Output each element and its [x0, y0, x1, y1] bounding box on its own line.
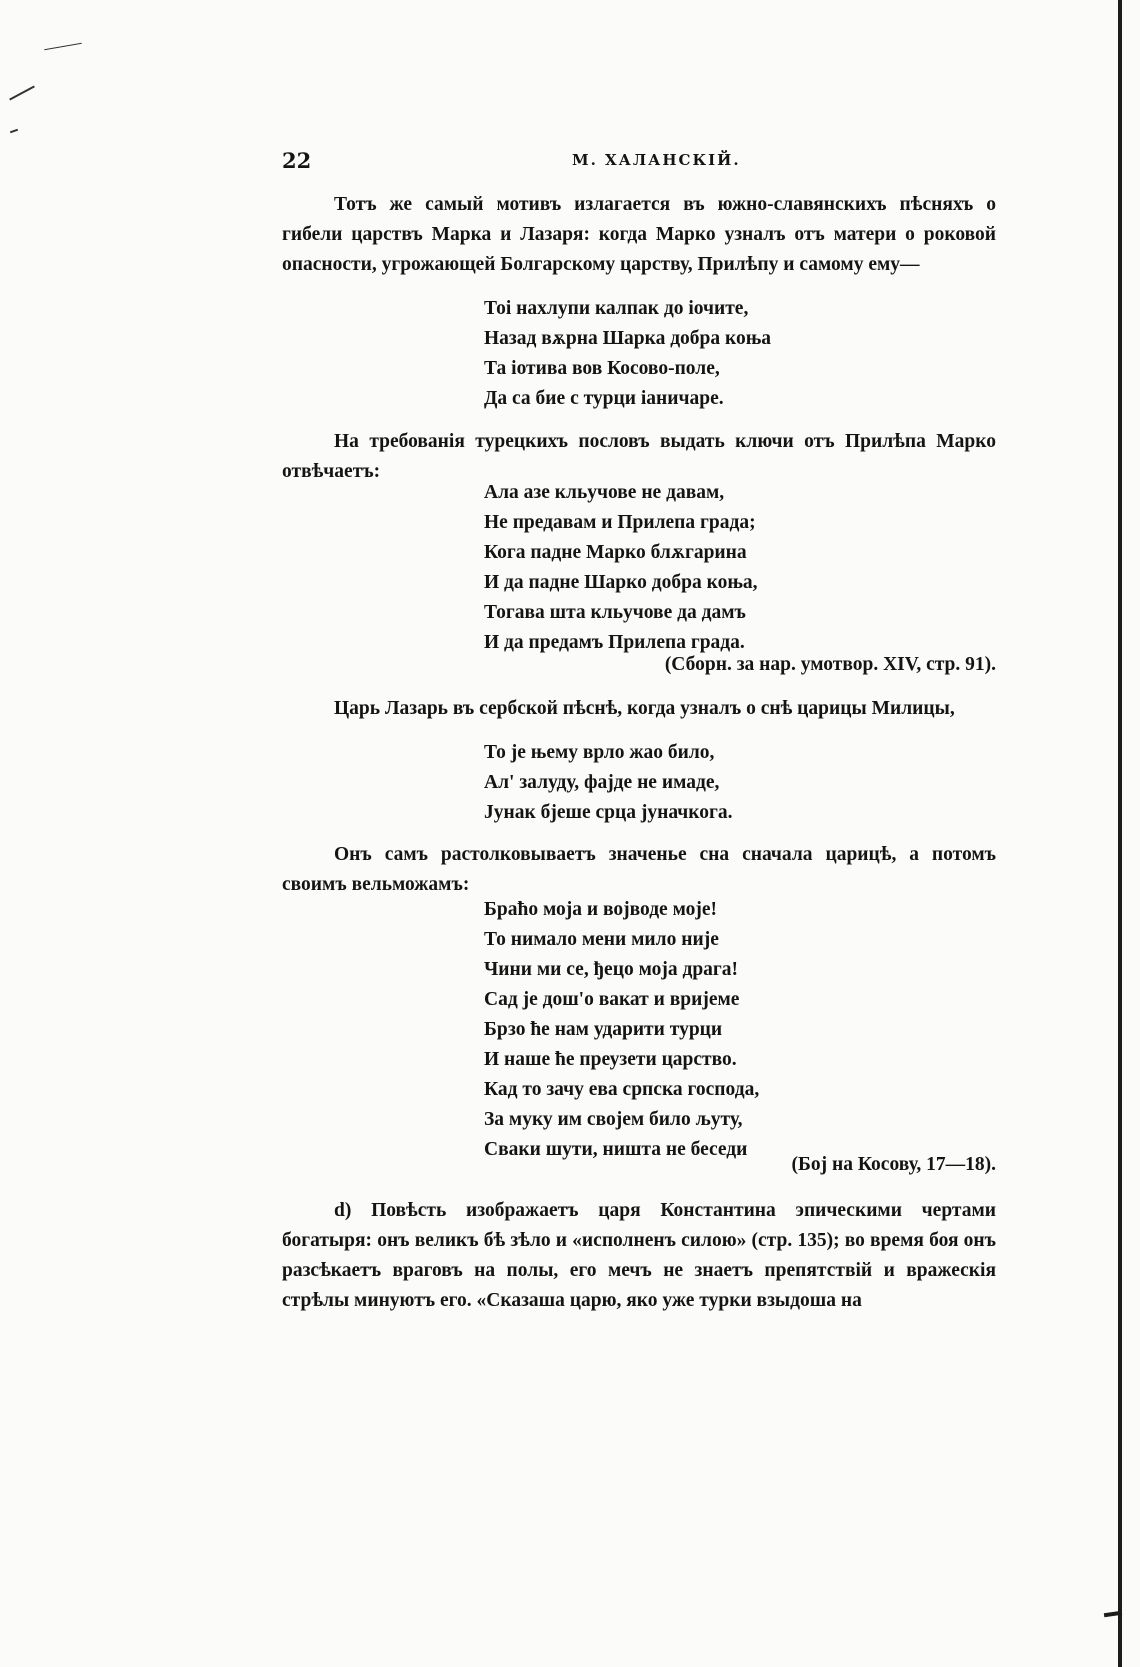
paragraph-text: d) Повѣсть изображаетъ царя Константина эпическими чертами богатыря: онъ великъ бѣ зѣло и «исполненъ силою» (стр. 135); во время боя онъ разсѣкаетъ враговъ на полы, его мечъ не знаетъ препятствій и вражескія стрѣлы минуютъ его. «Сказаша царю, яко уже турки взыдоша на: [282, 1200, 996, 1311]
running-head: М. ХАЛАНСКІЙ.: [572, 151, 741, 169]
verse-line: Браћо моја и војводе моје!: [484, 899, 718, 920]
verse-line: Чини ми се, ђецо моја драга!: [484, 959, 739, 980]
paragraph: [282, 1196, 996, 1316]
verse-line: Јунак бјеше срца јуначкога.: [484, 802, 733, 823]
verse-block: [484, 294, 1004, 414]
page-edge-line: [1118, 0, 1122, 1667]
paragraph: [282, 694, 996, 724]
margin-mark: [10, 129, 18, 134]
verse-line: Тоі нахлупи калпак до іочите,: [484, 298, 749, 319]
paragraph-text: Тотъ же самый мотивъ излагается въ южно-славянскихъ пѣсняхъ о гибели царствъ Марка и Лазаря: когда Марко узналъ отъ матери о роковой опасности, угрожающей Болгарскому царству, Прилѣпу и самому ему—: [282, 194, 996, 275]
verse-block: [484, 738, 1004, 828]
margin-mark: [44, 43, 82, 51]
verse-line: За муку им својем било љуту,: [484, 1109, 743, 1130]
verse-line: Сваки шути, ништа не беседи: [484, 1139, 748, 1160]
verse-line: И да предамъ Прилепа града.: [484, 632, 745, 653]
verse-line: Кога падне Марко блѫгарина: [484, 542, 747, 563]
page-header: [282, 148, 992, 178]
paragraph-text: На требованія турецкихъ пословъ выдать ключи отъ Прилѣпа Марко отвѣчаетъ:: [282, 431, 996, 482]
verse-line: Ал' залуду, фајде не имаде,: [484, 772, 720, 793]
verse-block: [484, 478, 1004, 658]
verse-line: То је њему врло жао било,: [484, 742, 715, 763]
citation: (Сборн. за нар. умотвор. XIV, стр. 91).: [664, 654, 996, 675]
verse-line: Брзо ће нам ударити турци: [484, 1019, 723, 1040]
margin-mark: [9, 86, 35, 101]
paragraph: [282, 840, 996, 900]
paragraph-text: Онъ самъ растолковываетъ значенье сна сначала царицѣ, а потомъ своимъ вельможамъ:: [282, 844, 996, 895]
verse-block: [484, 895, 1004, 1165]
verse-line: И да падне Шарко добра коња,: [484, 572, 758, 593]
verse-line: Сад је дош'о вакат и вријеме: [484, 989, 740, 1010]
page-number: 22: [282, 148, 312, 173]
verse-line: Да са бие с турци іаничаре.: [484, 388, 724, 409]
verse-line: Кад то зачу ева српска господа,: [484, 1079, 760, 1100]
verse-line: Не предавам и Прилепа града;: [484, 512, 756, 533]
paragraph: [282, 190, 996, 280]
verse-line: То нимало мени мило није: [484, 929, 719, 950]
verse-line: Ала азе кльучове не давам,: [484, 482, 725, 503]
verse-line: Тогава шта кльучове да дамъ: [484, 602, 746, 623]
verse-line: И наше ће преузети царство.: [484, 1049, 737, 1070]
verse-line: Та іотива вов Косово-поле,: [484, 358, 720, 379]
citation: (Бој на Косову, 17—18).: [791, 1154, 996, 1175]
paragraph-text: Царь Лазарь въ сербской пѣснѣ, когда узналъ о снѣ царицы Милицы,: [334, 698, 955, 719]
verse-line: Назад вѫрна Шарка добра коња: [484, 328, 772, 349]
